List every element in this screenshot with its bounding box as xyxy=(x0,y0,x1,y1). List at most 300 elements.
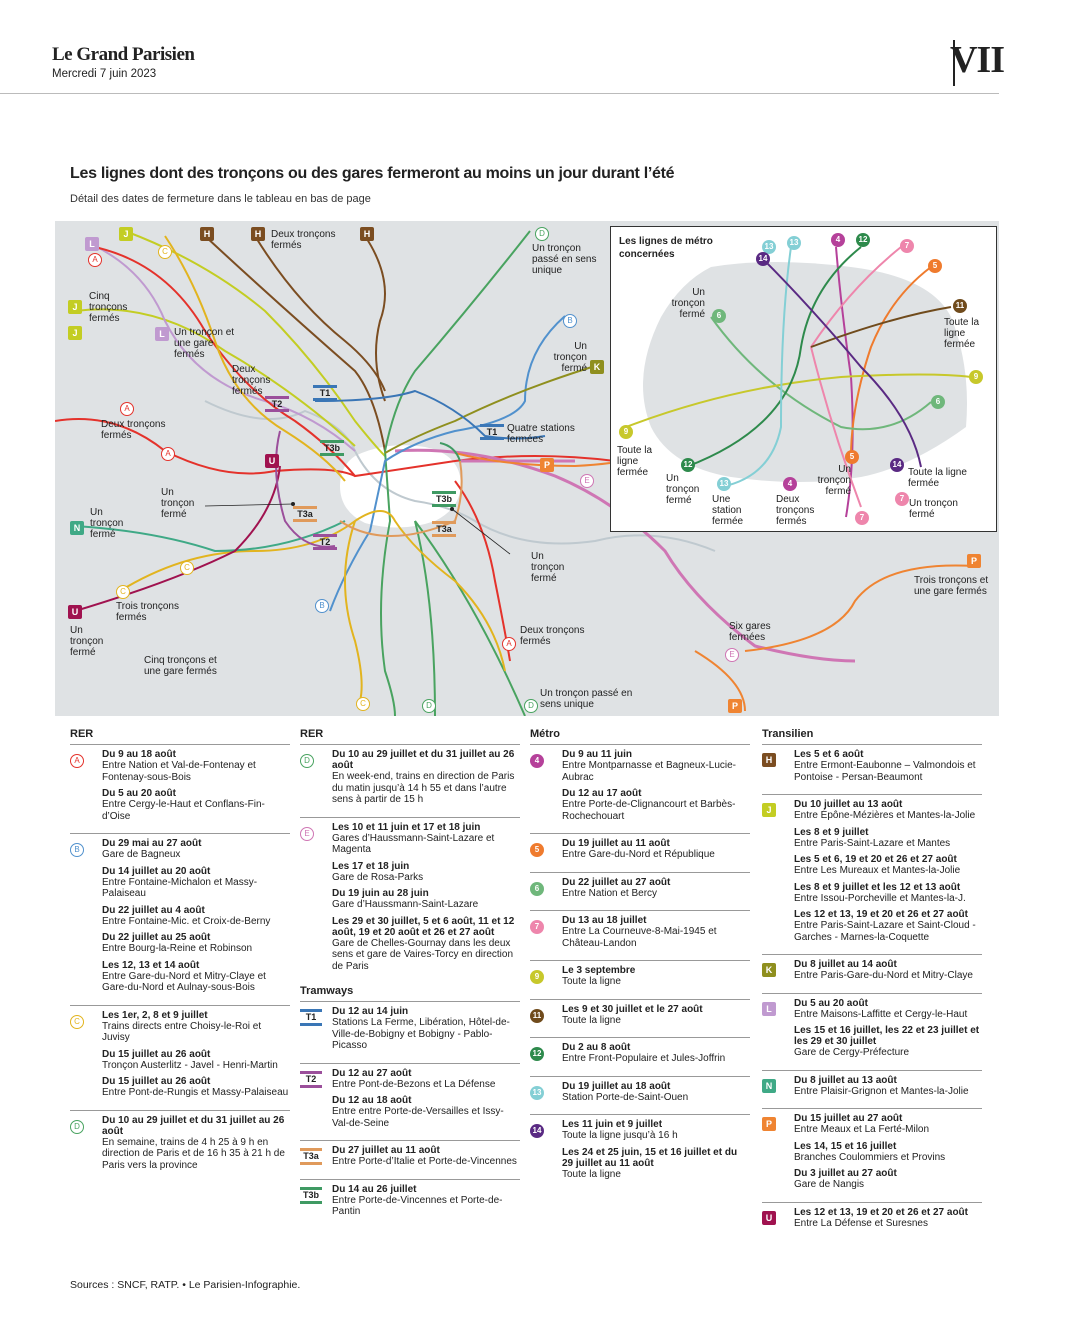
rer-line-icon: E xyxy=(300,827,314,841)
closure-section: Gare de Rosa-Parks xyxy=(332,871,424,883)
column-transilien xyxy=(762,728,982,1240)
closure-dates: Du 12 au 18 août xyxy=(332,1095,412,1106)
label-a-two-e: Deux tronçons fermés xyxy=(520,625,585,647)
map-rer-c-3: C xyxy=(116,585,130,599)
closure-section: Entre Porte-de-Vincennes et Porte-de-Pantin xyxy=(332,1194,503,1217)
closure-entry xyxy=(762,744,982,794)
transilien-line-icon: P xyxy=(762,1117,776,1131)
closure-details xyxy=(332,1006,520,1057)
map-rer-a: A xyxy=(88,253,102,267)
line-icon-cell xyxy=(530,915,562,954)
inset-badge-9-2: 9 xyxy=(619,425,633,439)
line-icon-cell xyxy=(300,1006,332,1057)
closure-dates: Du 2 au 8 août xyxy=(562,1042,631,1053)
closure-entry xyxy=(762,954,982,993)
page-subtitle: Détail des dates de fermeture dans le tableau en bas de page xyxy=(70,193,371,205)
label-e-six: Six gares fermées xyxy=(729,621,771,643)
metro-line-icon: 13 xyxy=(530,1086,544,1100)
closure-dates: Du 10 au 29 juillet et du 31 juillet au 26 août xyxy=(332,749,515,771)
closure-entry xyxy=(530,960,750,999)
closure-entry xyxy=(70,1110,290,1183)
closure-section: Entre Pont-de-Rungis et Massy-Palaiseau xyxy=(102,1087,289,1098)
closure-dates: Les 29 et 30 juillet, 5 et 6 août, 11 et 12 août, 19 et 20 août et 26 et 27 août xyxy=(332,915,515,938)
closure-entry xyxy=(530,999,750,1038)
closure-section: Entre Gare-du-Nord et République xyxy=(562,849,715,860)
closure-details xyxy=(562,838,750,866)
metro-line-icon: 4 xyxy=(530,754,544,768)
metro-line-icon: 12 xyxy=(530,1047,544,1061)
closure-details xyxy=(794,1207,982,1235)
closure-section: En semaine, trains de 4 h 25 à 9 h en direction de Paris et de 16 h 35 à 21 h de Paris vers la province xyxy=(102,1136,285,1171)
issue-date: Mercredi 7 juin 2023 xyxy=(52,68,157,80)
inset-badge-13-3: 13 xyxy=(717,477,731,491)
closure-dates: Les 5 et 6, 19 et 20 et 26 et 27 août xyxy=(794,854,957,865)
line-h-3 xyxy=(365,236,385,401)
header-tramways: Tramways xyxy=(300,985,354,997)
closure-section: Entre Ermont-Eaubonne – Valmondois et Pontoise - Persan-Beaumont xyxy=(794,760,976,783)
rer-line-icon: B xyxy=(70,843,84,857)
transit-map xyxy=(55,221,999,716)
closure-entry xyxy=(300,744,520,817)
line-icon-cell xyxy=(300,1145,332,1173)
inset-label-4: Deux tronçons fermés xyxy=(776,494,815,527)
metro-line-icon: 7 xyxy=(530,920,544,934)
closure-dates: Du 8 juillet au 13 août xyxy=(794,1074,897,1086)
closure-dates: Du 22 juillet au 4 août xyxy=(102,904,205,916)
transilien-line-icon: J xyxy=(762,803,776,817)
column-rer-2 xyxy=(300,728,520,1229)
label-t2-two: Deux tronçons fermés xyxy=(232,364,271,397)
map-rer-d: D xyxy=(535,227,549,241)
map-badge-l: L xyxy=(85,237,99,251)
inset-badge-13: 13 xyxy=(762,240,776,254)
closure-section: Entre Nation et Bercy xyxy=(562,887,658,899)
inset-badge-9: 9 xyxy=(969,370,983,384)
line-icon-cell xyxy=(762,1075,794,1103)
map-tram-t3a: T3a xyxy=(293,506,317,522)
closure-dates: Du 8 juillet au 14 août xyxy=(794,959,897,970)
closure-details xyxy=(332,822,520,978)
rer-line-icon: D xyxy=(300,754,314,768)
closure-dates: Du 5 au 20 août xyxy=(102,788,176,799)
line-icon-cell xyxy=(300,749,332,811)
map-badge-p-2: P xyxy=(967,554,981,568)
closure-section: En week-end, trains en direction de Paris du matin jusqu’à 14 h 55 et dans l’autre sens à partir de 15 h xyxy=(332,771,515,805)
closure-dates: Le 3 septembre xyxy=(562,965,636,976)
line-icon-cell xyxy=(530,965,562,993)
closure-dates: Les 24 et 25 juin, 15 et 16 juillet et du 29 juillet au 11 août xyxy=(562,1146,738,1169)
closure-dates: Les 12 et 13, 19 et 20 et 26 et 27 août xyxy=(794,1206,968,1218)
closure-details xyxy=(794,998,982,1064)
closure-details xyxy=(794,959,982,987)
closure-dates: Les 8 et 9 juillet et les 12 et 13 août xyxy=(794,881,961,893)
closure-section: Entre Montparnasse et Bagneux-Lucie-Aubrac xyxy=(562,760,736,783)
closure-section: Entre Les Mureaux et Mantes-la-Jolie xyxy=(794,865,961,876)
map-badge-j-3: J xyxy=(68,326,82,340)
closure-dates: Du 14 juillet au 20 août xyxy=(102,865,211,877)
closure-dates: Du 15 juillet au 26 août xyxy=(102,1048,211,1060)
map-tram-t3b-2: T3b xyxy=(432,491,456,507)
closure-dates: Du 22 juillet au 25 août xyxy=(102,932,211,943)
transilien-line-icon: U xyxy=(762,1211,776,1225)
map-badge-h-2: H xyxy=(251,227,265,241)
rer-line-icon: C xyxy=(70,1015,84,1029)
closure-section: Entre Paris-Saint-Lazare et Mantes xyxy=(794,837,951,849)
closure-dates: Les 9 et 30 juillet et le 27 août xyxy=(562,1003,703,1015)
sources: Sources : SNCF, RATP. • Le Parisien-Infographie. xyxy=(70,1279,301,1291)
metro-line-icon: 5 xyxy=(530,843,544,857)
map-rer-d-2: D xyxy=(422,699,436,713)
map-tram-t2-2: T2 xyxy=(313,534,337,550)
line-icon-cell xyxy=(70,838,102,999)
line-icon-cell xyxy=(70,749,102,827)
map-badge-l-2: L xyxy=(155,327,169,341)
label-j-five: Cinq tronçons fermés xyxy=(89,291,128,324)
inset-badge-4-2: 4 xyxy=(783,477,797,491)
line-icon-cell xyxy=(300,1184,332,1223)
closure-section: Toute la ligne xyxy=(562,1168,621,1180)
closure-section: Entre Maisons-Laffitte et Cergy-le-Haut xyxy=(794,1008,968,1020)
closure-details xyxy=(562,749,750,827)
closure-dates: Les 8 et 9 juillet xyxy=(794,826,869,838)
closure-section: Branches Coulommiers et Provins xyxy=(794,1151,946,1163)
map-badge-p-3: P xyxy=(728,699,742,713)
closure-entry xyxy=(762,1070,982,1109)
newspaper-logo: Le Grand Parisien xyxy=(52,44,195,65)
inset-label-7: Un tronçon fermé xyxy=(909,498,958,520)
map-tram-t1-2: T1 xyxy=(480,424,504,440)
closure-entry xyxy=(762,1202,982,1241)
inset-label-5: Un tronçon fermé xyxy=(817,464,851,497)
closure-dates: Du 22 juillet au 27 août xyxy=(562,876,671,888)
line-icon-cell xyxy=(530,749,562,827)
closure-section: Entre Pont-de-Bezons et La Défense xyxy=(332,1078,496,1090)
column-metro xyxy=(530,728,750,1191)
closure-entry xyxy=(300,817,520,984)
label-l-one: Un tronçon et une gare fermés xyxy=(174,327,235,360)
closure-dates: Du 12 au 14 juin xyxy=(332,1006,409,1017)
closure-dates: Du 5 au 20 août xyxy=(794,997,868,1009)
map-rer-a-4: A xyxy=(502,637,516,651)
tram-line-icon: T3a xyxy=(300,1148,322,1165)
closure-section: Entre Fontaine-Michalon et Massy-Palaiseau xyxy=(102,876,258,899)
transilien-line-icon: K xyxy=(762,963,776,977)
closure-section: Tronçon Austerlitz - Javel - Henri-Martin xyxy=(102,1059,278,1071)
label-c-three: Trois tronçons fermés xyxy=(116,601,179,623)
closure-details xyxy=(562,1042,750,1070)
header-rer-1: RER xyxy=(70,728,94,740)
closure-section: Entre Paris-Gare-du-Nord et Mitry-Claye xyxy=(794,970,973,981)
closure-section: Entre La Défense et Suresnes xyxy=(794,1217,928,1229)
closure-section: Toute la ligne jusqu’à 16 h xyxy=(562,1130,678,1141)
closure-entry xyxy=(300,1063,520,1141)
map-badge-j-2: J xyxy=(68,300,82,314)
inset-badge-14-2: 14 xyxy=(890,458,904,472)
label-d-top: Un tronçon passé en sens unique xyxy=(532,243,597,276)
closure-dates: Du 9 au 11 juin xyxy=(562,749,633,760)
closure-section: Gare d’Haussmann-Saint-Lazare xyxy=(332,899,479,910)
closure-section: Entre Plaisir-Grignon et Mantes-la-Jolie xyxy=(794,1085,969,1097)
closure-section: Entre entre Porte-de-Versailles et Issy-Val-de-Seine xyxy=(332,1106,504,1129)
closure-section: Toute la ligne xyxy=(562,976,621,987)
masthead xyxy=(52,44,194,80)
map-badge-n: N xyxy=(70,521,84,535)
closure-entry xyxy=(530,744,750,833)
closure-dates: Du 12 au 17 août xyxy=(562,788,642,799)
inset-badge-12: 12 xyxy=(856,233,870,247)
line-icon-cell xyxy=(530,1004,562,1032)
map-badge-k: K xyxy=(590,360,604,374)
inset-title: Les lignes de métro concernées xyxy=(619,236,713,260)
closure-entry xyxy=(530,833,750,872)
line-icon-cell xyxy=(762,959,794,987)
closure-section: Stations La Ferme, Libération, Hôtel-de-Ville-de-Bobigny et Bobigny - Pablo-Picasso xyxy=(332,1017,510,1051)
leader-t3 xyxy=(452,509,510,554)
label-h-two: Deux tronçons fermés xyxy=(271,229,336,251)
closure-details xyxy=(102,749,290,827)
label-p-three: Trois tronçons et une gare fermés xyxy=(914,575,989,597)
line-icon-cell xyxy=(762,998,794,1064)
map-tram-t1: T1 xyxy=(313,385,337,401)
header-rer-2: RER xyxy=(300,728,324,740)
tram-line-icon: T1 xyxy=(300,1009,322,1026)
closure-dates: Du 29 mai au 27 août xyxy=(102,838,202,849)
map-rer-c-2: C xyxy=(180,561,194,575)
inset-badge-4: 4 xyxy=(831,233,845,247)
line-icon-cell xyxy=(530,838,562,866)
line-icon-cell xyxy=(530,1042,562,1070)
inset-badge-7: 7 xyxy=(900,239,914,253)
closure-dates: Du 27 juillet au 11 août xyxy=(332,1145,440,1156)
inset-label-13: Une station fermée xyxy=(712,494,744,527)
closure-section: Entre Gare-du-Nord et Mitry-Claye et Gare-du-Nord et Aulnay-sous-Bois xyxy=(102,970,266,993)
closure-dates: Du 9 au 18 août xyxy=(102,749,176,760)
closure-details xyxy=(562,1081,750,1109)
inset-badge-5: 5 xyxy=(928,259,942,273)
metro-line-icon: 9 xyxy=(530,970,544,984)
label-c-five: Cinq tronçons et une gare fermés xyxy=(144,655,217,677)
label-b-one: Un tronçon fermé xyxy=(553,341,587,374)
closure-entry xyxy=(762,1108,982,1202)
line-icon-cell xyxy=(70,1115,102,1177)
closure-entry xyxy=(70,833,290,1005)
closure-entry xyxy=(300,1001,520,1063)
closure-details xyxy=(794,799,982,948)
inset-badge-5-2: 5 xyxy=(845,450,859,464)
map-tram-t3a-2: T3a xyxy=(432,521,456,537)
label-d-bottom: Un tronçon passé en sens unique xyxy=(540,688,633,710)
transilien-line-icon: L xyxy=(762,1002,776,1016)
closure-dates: Les 14, 15 et 16 juillet xyxy=(794,1140,897,1152)
closure-entry xyxy=(70,1005,290,1110)
closure-section: Entre Issou-Porcheville et Mantes-la-J. xyxy=(794,892,966,904)
line-icon-cell xyxy=(530,1081,562,1109)
closure-details xyxy=(562,965,750,993)
closure-dates: Du 10 au 29 juillet et du 31 juillet au 26 août xyxy=(102,1114,285,1137)
rer-line-icon: A xyxy=(70,754,84,768)
closure-entry xyxy=(300,1140,520,1179)
closure-section: Entre Fontaine-Mic. et Croix-de-Berny xyxy=(102,915,271,927)
closure-details xyxy=(794,1075,982,1103)
label-t1-four: Quatre stations fermées xyxy=(507,423,575,445)
map-rer-e-2: E xyxy=(725,648,739,662)
map-rer-b-2: B xyxy=(315,599,329,613)
label-a-two-w: Deux tronçons fermés xyxy=(101,419,166,441)
closure-section: Gares d’Haussmann-Saint-Lazare et Magenta xyxy=(332,832,495,855)
transilien-line-icon: N xyxy=(762,1079,776,1093)
line-icon-cell xyxy=(300,1068,332,1135)
line-icon-cell xyxy=(530,1119,562,1185)
metro-inset xyxy=(610,226,997,532)
closure-entry xyxy=(300,1179,520,1229)
closure-details xyxy=(102,1115,290,1177)
inset-badge-14: 14 xyxy=(756,252,770,266)
inset-badge-12-2: 12 xyxy=(681,458,695,472)
closure-dates: Du 10 juillet au 13 août xyxy=(794,799,903,810)
map-rer-b: B xyxy=(563,314,577,328)
closure-details xyxy=(794,1113,982,1196)
header-transilien: Transilien xyxy=(762,728,814,740)
label-n-one: Un tronçon fermé xyxy=(90,507,124,540)
map-tram-t3b: T3b xyxy=(320,440,344,456)
closure-details xyxy=(562,877,750,905)
map-rer-c-4: C xyxy=(356,697,370,711)
closure-dates: Les 1er, 2, 8 et 9 juillet xyxy=(102,1009,208,1021)
transilien-line-icon: H xyxy=(762,753,776,767)
closure-section: Gare de Nangis xyxy=(794,1179,865,1190)
closure-dates: Du 15 juillet au 27 août xyxy=(794,1113,903,1124)
closure-section: Entre Épône-Mézières et Mantes-la-Jolie xyxy=(794,810,976,821)
closure-details xyxy=(562,1004,750,1032)
closure-section: Gare de Chelles-Gournay dans les deux sens et gare de Vaires-Torcy en direction de Paris xyxy=(332,937,514,972)
inset-badge-7-3: 7 xyxy=(855,511,869,525)
tram-line-icon: T3b xyxy=(300,1187,322,1204)
closure-dates: Les 10 et 11 juin et 17 et 18 juin xyxy=(332,821,481,833)
inset-badge-6: 6 xyxy=(712,309,726,323)
closure-details xyxy=(332,1145,520,1173)
closure-dates: Du 19 juin au 28 juin xyxy=(332,888,429,899)
closure-dates: Du 19 juillet au 11 août xyxy=(562,838,670,849)
closure-details xyxy=(102,1010,290,1104)
closure-dates: Les 12 et 13, 19 et 20 et 26 et 27 août xyxy=(794,909,968,920)
map-badge-u-2: U xyxy=(68,605,82,619)
map-badge-p: P xyxy=(540,458,554,472)
closure-section: Station Porte-de-Saint-Ouen xyxy=(562,1091,689,1103)
closure-section: Trains directs entre Choisy-le-Roi et Juvisy xyxy=(102,1020,262,1043)
closure-dates: Les 11 juin et 9 juillet xyxy=(562,1119,663,1130)
map-rer-c: C xyxy=(158,245,172,259)
inset-label-9: Toute la ligne fermée xyxy=(617,445,653,478)
closure-entry xyxy=(530,1037,750,1076)
closure-section: Entre Nation et Val-de-Fontenay et Fontenay-sous-Bois xyxy=(102,760,256,783)
closure-dates: Les 17 et 18 juin xyxy=(332,860,410,872)
closure-entry xyxy=(530,872,750,911)
leader-dot-t3 xyxy=(450,507,454,511)
rer-line-icon: D xyxy=(70,1120,84,1134)
line-icon-cell xyxy=(762,799,794,948)
line-icon-cell xyxy=(762,749,794,788)
closure-section: Toute la ligne xyxy=(562,1014,621,1026)
closure-section: Entre Bourg-la-Reine et Robinson xyxy=(102,943,253,954)
closure-dates: Du 3 juillet au 27 août xyxy=(794,1168,897,1179)
page-title: Les lignes dont des tronçons ou des gares fermeront au moins un jour durant l’été xyxy=(70,165,675,182)
page-folio: VII xyxy=(949,39,1004,81)
map-badge-j: J xyxy=(119,227,133,241)
map-rer-a-3: A xyxy=(161,447,175,461)
header-rule xyxy=(0,93,999,94)
column-rer-1 xyxy=(70,728,290,1182)
closure-section: Gare de Cergy-Préfecture xyxy=(794,1047,910,1058)
closure-section: Gare de Bagneux xyxy=(102,849,181,860)
closure-section: Entre Front-Populaire et Jules-Joffrin xyxy=(562,1053,726,1064)
inset-badge-7-2: 7 xyxy=(895,492,909,506)
closure-dates: Du 15 juillet au 26 août xyxy=(102,1076,211,1087)
metro-line-icon: 11 xyxy=(530,1009,544,1023)
map-tram-t2: T2 xyxy=(265,396,289,412)
inset-label-6: Un tronçon fermé xyxy=(671,287,705,320)
closure-entry xyxy=(762,794,982,954)
metro-line-icon: 14 xyxy=(530,1124,544,1138)
closure-dates: Du 13 au 18 juillet xyxy=(562,915,647,926)
closure-details xyxy=(332,1184,520,1223)
tram-line-icon: T2 xyxy=(300,1071,322,1088)
closure-entry xyxy=(530,910,750,960)
closure-section: Entre Paris-Saint-Lazare et Saint-Cloud - Garches - Marnes-la-Coquette xyxy=(794,920,976,943)
metro-line-icon: 6 xyxy=(530,882,544,896)
line-icon-cell xyxy=(762,1113,794,1196)
map-badge-h: H xyxy=(200,227,214,241)
inset-badge-13-2: 13 xyxy=(787,236,801,250)
inset-badge-11: 11 xyxy=(953,299,967,313)
closure-entry xyxy=(530,1114,750,1191)
closure-details xyxy=(794,749,982,788)
closure-entry xyxy=(762,993,982,1070)
closure-details xyxy=(332,1068,520,1135)
closure-details xyxy=(562,915,750,954)
line-icon-cell xyxy=(530,877,562,905)
closure-dates: Les 12, 13 et 14 août xyxy=(102,959,200,971)
inset-label-11: Toute la ligne fermée xyxy=(944,317,980,350)
line-icon-cell xyxy=(300,822,332,978)
closure-section: Entre La Courneuve-8-Mai-1945 et Château-Landon xyxy=(562,926,717,949)
closure-entry xyxy=(530,1076,750,1115)
map-rer-a-2: A xyxy=(120,402,134,416)
inset-label-12: Un tronçon fermé xyxy=(666,473,700,506)
closure-section: Entre Cergy-le-Haut et Conflans-Fin-d’Oise xyxy=(102,799,265,822)
closure-dates: Du 12 au 27 août xyxy=(332,1067,412,1079)
label-t3-one: Un tronçon fermé xyxy=(531,551,565,584)
closure-section: Entre Porte-d’Italie et Porte-de-Vincennes xyxy=(332,1156,517,1167)
line-a-3 xyxy=(455,481,510,661)
inset-badge-6-2: 6 xyxy=(931,395,945,409)
closure-section: Entre Porte-de-Clignancourt et Barbès-Rochechouart xyxy=(562,799,736,822)
header-metro: Métro xyxy=(530,728,560,740)
closure-dates: Les 5 et 6 août xyxy=(794,749,864,760)
map-badge-u: U xyxy=(265,454,279,468)
closure-dates: Du 14 au 26 juillet xyxy=(332,1183,417,1195)
closure-dates: Les 15 et 16 juillet, les 22 et 23 juillet et les 29 et 30 juillet xyxy=(794,1025,980,1047)
closure-details xyxy=(562,1119,750,1185)
inset-label-14: Toute la ligne fermée xyxy=(908,467,967,489)
map-badge-h-3: H xyxy=(360,227,374,241)
closure-details xyxy=(332,749,520,811)
map-rer-e: E xyxy=(580,474,594,488)
line-icon-cell xyxy=(762,1207,794,1235)
line-icon-cell xyxy=(70,1010,102,1104)
map-rer-d-3: D xyxy=(524,699,538,713)
label-u-one-c: Un tronçon fermé xyxy=(161,487,195,520)
closure-details xyxy=(102,838,290,999)
